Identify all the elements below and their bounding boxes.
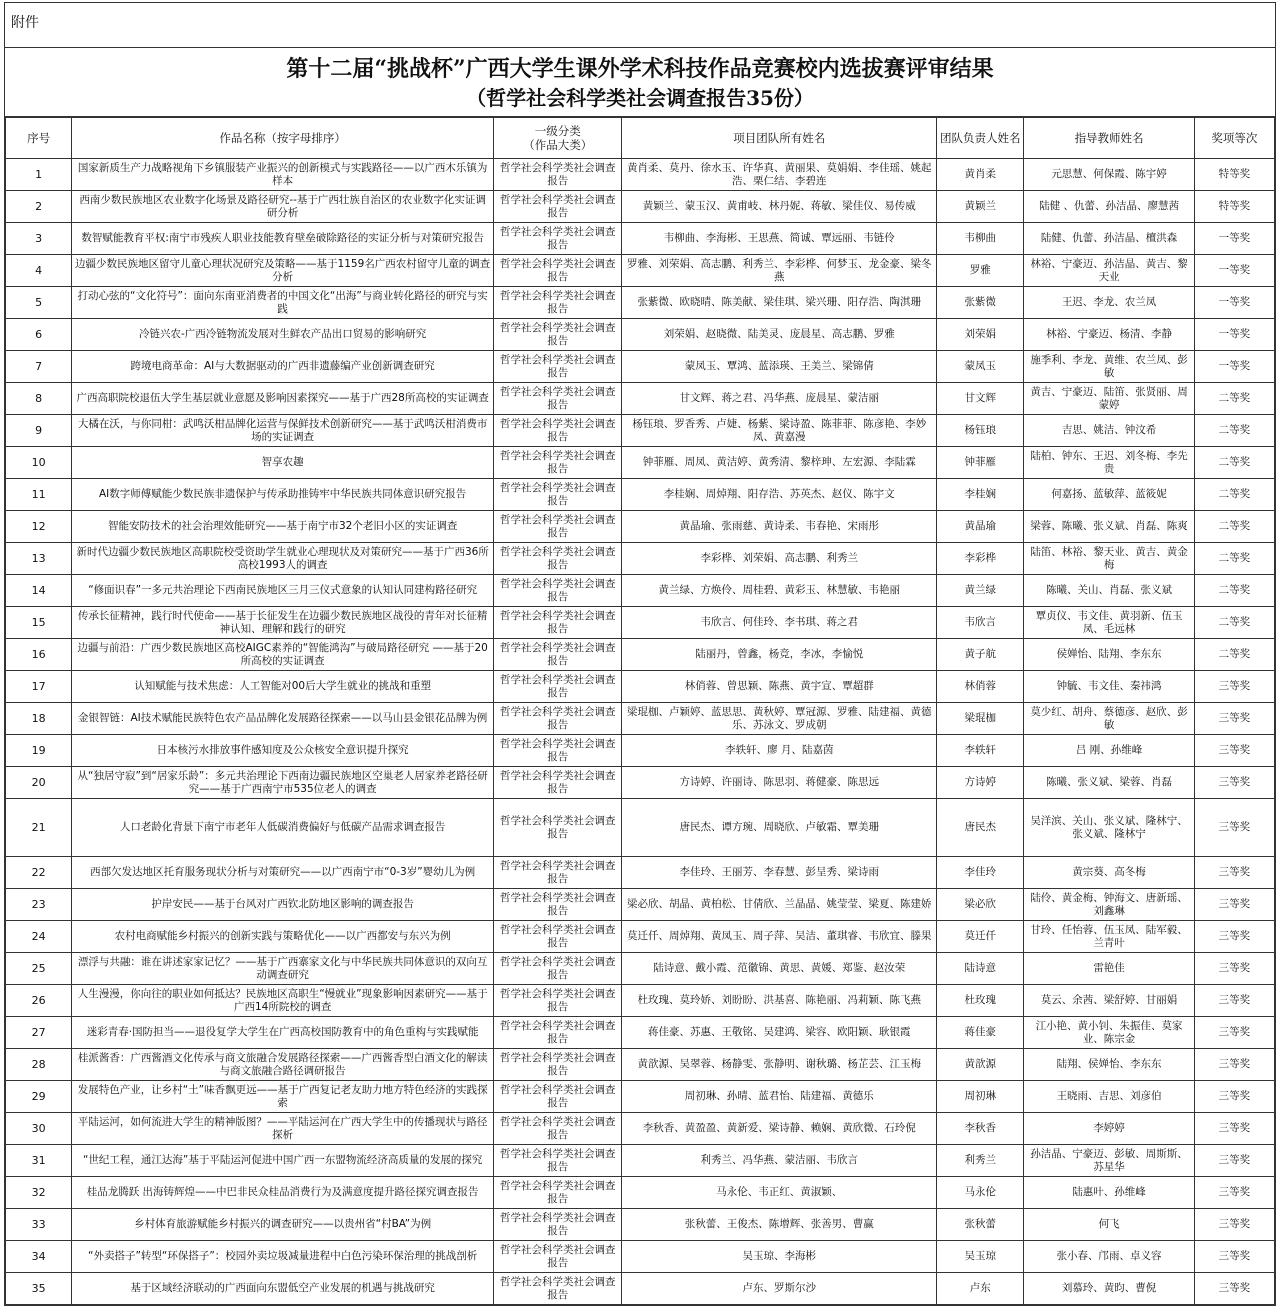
cell-category: 哲学社会科学类社会调查报告 [494,1081,622,1113]
cell-advisor: 刘慕玲、黄昀、曹倪 [1024,1273,1194,1305]
cell-team: 吴玉琼、李海彬 [622,1241,937,1273]
cell-leader: 李轶轩 [937,735,1024,767]
cell-title: 平陆运河，如何流进大学生的精神版图？——平陆运河在广西大学生中的传播现状与路径探析 [72,1113,494,1145]
cell-no: 8 [6,383,72,415]
table-body [6,159,1275,1305]
table-row [6,1017,1275,1049]
cell-category: 哲学社会科学类社会调查报告 [494,575,622,607]
table-row [6,1113,1275,1145]
cell-award: 三等奖 [1194,1273,1274,1305]
cell-title: 智享农趣 [72,447,494,479]
cell-advisor: 陆翔、侯婵怡、李东东 [1024,1049,1194,1081]
cell-advisor: 钟毓、韦文佳、秦祎鸿 [1024,671,1194,703]
cell-award: 二等奖 [1194,479,1274,511]
cell-team: 莫迁仟、周焯翔、黄凤玉、周子萍、吴洁、董琪睿、韦欣宜、滕果 [622,921,937,953]
cell-team: 周初琳、孙晴、蓝君怡、陆建福、黄德乐 [622,1081,937,1113]
attachment-label: 附件 [5,3,1275,48]
cell-advisor: 李婷婷 [1024,1113,1194,1145]
cell-advisor: 莫少红、胡舟、蔡德彦、赵欣、彭敏 [1024,703,1194,735]
page-title: 第十二届“挑战杯”广西大学生课外学术科技作品竞赛校内选拔赛评审结果 [286,56,994,82]
cell-team: 杨钰琅、罗香秀、卢婕、杨紫、梁诗盈、陈菲菲、陈彦艳、李妙凤、黄嘉漫 [622,415,937,447]
cell-no: 5 [6,287,72,319]
header-team: 项目团队所有姓名 [622,118,937,159]
cell-award: 二等奖 [1194,543,1274,575]
header-category: 一级分类 （作品大类） [494,118,622,159]
table-row [6,953,1275,985]
cell-category: 哲学社会科学类社会调查报告 [494,1017,622,1049]
cell-award: 一等奖 [1194,223,1274,255]
cell-title: 西南少数民族地区农业数字化场景及路径研究--基于广西壮族自治区的农业数字化实证调研分析 [72,191,494,223]
cell-advisor: 吴洋滨、关山、张义斌、隆林宁、张义斌、隆林宁 [1024,799,1194,857]
cell-leader: 钟菲雁 [937,447,1024,479]
cell-award: 三等奖 [1194,1017,1274,1049]
cell-category: 哲学社会科学类社会调查报告 [494,1049,622,1081]
cell-team: 黄晶瑜、张雨慈、黄诗柔、韦春艳、宋雨彤 [622,511,937,543]
cell-advisor: 吕 刚、孙维峰 [1024,735,1194,767]
cell-category: 哲学社会科学类社会调查报告 [494,1177,622,1209]
cell-no: 11 [6,479,72,511]
cell-advisor: 覃贞仪、韦文佳、黄羽新、伍玉凤、毛远林 [1024,607,1194,639]
cell-title: 人口老龄化背景下南宁市老年人低碳消费偏好与低碳产品需求调查报告 [72,799,494,857]
cell-title: 乡村体育旅游赋能乡村振兴的调查研究——以贵州省“村BA”为例 [72,1209,494,1241]
cell-title: 金银智链：AI技术赋能民族特色农产品品牌化发展路径探索——以马山县金银花品牌为例 [72,703,494,735]
cell-no: 14 [6,575,72,607]
header-award: 奖项等次 [1194,118,1274,159]
cell-category: 哲学社会科学类社会调查报告 [494,735,622,767]
table-row [6,703,1275,735]
table-row [6,255,1275,287]
cell-leader: 黄子航 [937,639,1024,671]
table-row [6,511,1275,543]
cell-award: 三等奖 [1194,671,1274,703]
cell-title: 国家新质生产力战略视角下乡镇服装产业振兴的创新模式与实践路径——以广西木乐镇为样本 [72,159,494,191]
cell-leader: 张秋蕾 [937,1209,1024,1241]
cell-no: 24 [6,921,72,953]
table-row [6,351,1275,383]
cell-award: 三等奖 [1194,1113,1274,1145]
cell-leader: 莫迁仟 [937,921,1024,953]
cell-team: 李轶轩、廖 月、陆嘉茵 [622,735,937,767]
cell-no: 28 [6,1049,72,1081]
cell-no: 13 [6,543,72,575]
cell-leader: 梁必欣 [937,889,1024,921]
cell-title: “修面识春”一多元共治理论下西南民族地区三月三仪式意象的认知认同建构路径研究 [72,575,494,607]
cell-no: 35 [6,1273,72,1305]
table-row [6,799,1275,857]
table-row [6,1273,1275,1305]
cell-category: 哲学社会科学类社会调查报告 [494,351,622,383]
table-row [6,159,1275,191]
cell-title: 边疆少数民族地区留守儿童心理状况研究及策略——基于1159名广西农村留守儿童的调查分析 [72,255,494,287]
document-page [4,2,1276,1306]
cell-team: 陆诗意、戴小霞、范徽锦、黄思、黄媛、郑鉴、赵汝荣 [622,953,937,985]
cell-team: 唐民杰、谭方琬、周晓欣、卢敏霜、覃美珊 [622,799,937,857]
cell-award: 一等奖 [1194,351,1274,383]
cell-advisor: 陆笛、林裕、黎天业、黄吉、黄金梅 [1024,543,1194,575]
cell-category: 哲学社会科学类社会调查报告 [494,799,622,857]
cell-no: 26 [6,985,72,1017]
table-row [6,1177,1275,1209]
cell-award: 三等奖 [1194,921,1274,953]
cell-no: 33 [6,1209,72,1241]
cell-award: 三等奖 [1194,799,1274,857]
cell-title: 智能安防技术的社会治理效能研究——基于南宁市32个老旧小区的实证调查 [72,511,494,543]
cell-category: 哲学社会科学类社会调查报告 [494,639,622,671]
cell-title: 广西高职院校退伍大学生基层就业意愿及影响因素探究——基于广西28所高校的实证调查 [72,383,494,415]
cell-title: 打动心弦的“文化符号”：面向东南亚消费者的中国文化“出海”与商业转化路径的研究与实践 [72,287,494,319]
cell-leader: 蒙凤玉 [937,351,1024,383]
cell-team: 刘荣娟、赵晓微、陆美灵、庞晨星、高志鹏、罗雅 [622,319,937,351]
cell-category: 哲学社会科学类社会调查报告 [494,703,622,735]
cell-team: 李桂娴、周焯翔、阳存浩、苏英杰、赵仪、陈宇文 [622,479,937,511]
cell-advisor: 陆柏、钟东、王迟、刘冬梅、李先贵 [1024,447,1194,479]
cell-category: 哲学社会科学类社会调查报告 [494,383,622,415]
cell-award: 二等奖 [1194,511,1274,543]
cell-award: 三等奖 [1194,1177,1274,1209]
cell-no: 27 [6,1017,72,1049]
cell-no: 12 [6,511,72,543]
cell-award: 二等奖 [1194,383,1274,415]
cell-category: 哲学社会科学类社会调查报告 [494,447,622,479]
cell-advisor: 黄宗葵、高冬梅 [1024,857,1194,889]
cell-category: 哲学社会科学类社会调查报告 [494,511,622,543]
table-row [6,191,1275,223]
cell-category: 哲学社会科学类社会调查报告 [494,921,622,953]
table-row [6,985,1275,1017]
cell-leader: 韦柳曲 [937,223,1024,255]
cell-no: 17 [6,671,72,703]
table-row [6,1145,1275,1177]
cell-leader: 刘荣娟 [937,319,1024,351]
cell-leader: 周初琳 [937,1081,1024,1113]
cell-category: 哲学社会科学类社会调查报告 [494,1209,622,1241]
cell-title: 边疆与前沿：广西少数民族地区高校AIGC素养的“智能鸿沟”与破局路径研究 ——基于20所高校的实证调查 [72,639,494,671]
cell-leader: 利秀兰 [937,1145,1024,1177]
table-row [6,575,1275,607]
cell-no: 19 [6,735,72,767]
cell-title: 数智赋能教育平权:南宁市残疾人职业技能教育壁垒破除路径的实证分析与对策研究报告 [72,223,494,255]
cell-category: 哲学社会科学类社会调查报告 [494,857,622,889]
cell-team: 蒙凤玉、覃鸿、蓝添瑛、王美兰、梁锦倩 [622,351,937,383]
cell-leader: 李秋香 [937,1113,1024,1145]
table-row [6,639,1275,671]
cell-advisor: 施季利、李龙、黄维、农兰凤、彭敏 [1024,351,1194,383]
cell-award: 三等奖 [1194,735,1274,767]
cell-advisor: 张小春、邝雨、卓义容 [1024,1241,1194,1273]
cell-category: 哲学社会科学类社会调查报告 [494,415,622,447]
cell-no: 30 [6,1113,72,1145]
cell-team: 黄兰绿、方焕伶、周桂碧、黄彩玉、林慧敏、韦艳丽 [622,575,937,607]
cell-team: 李秋香、黄盈盈、黄新爱、梁诗静、赖娴、黄欣微、石玲倪 [622,1113,937,1145]
cell-no: 23 [6,889,72,921]
cell-title: 传承长征精神，践行时代使命——基于长征发生在边疆少数民族地区战役的青年对长征精神认知、理解和践行的研究 [72,607,494,639]
cell-category: 哲学社会科学类社会调查报告 [494,985,622,1017]
cell-team: 杜玫瑰、莫玲娇、刘盼盼、洪基喜、陈艳丽、冯莉颖、陈飞燕 [622,985,937,1017]
cell-leader: 黄肖柔 [937,159,1024,191]
cell-category: 哲学社会科学类社会调查报告 [494,191,622,223]
cell-category: 哲学社会科学类社会调查报告 [494,1145,622,1177]
cell-no: 32 [6,1177,72,1209]
cell-category: 哲学社会科学类社会调查报告 [494,287,622,319]
table-row [6,543,1275,575]
cell-leader: 甘文辉 [937,383,1024,415]
table-row [6,767,1275,799]
cell-no: 18 [6,703,72,735]
cell-award: 一等奖 [1194,319,1274,351]
cell-leader: 马永伦 [937,1177,1024,1209]
cell-team: 韦柳曲、李海彬、王思燕、简诚、覃远丽、韦链伶 [622,223,937,255]
cell-team: 韦欣言、何佳玲、李书琪、蒋之君 [622,607,937,639]
cell-advisor: 甘玲、任怡蓉、伍玉凤、陆军毅、兰青叶 [1024,921,1194,953]
cell-award: 三等奖 [1194,953,1274,985]
cell-leader: 韦欣言 [937,607,1024,639]
cell-title: 从“独居守寂”到“居家乐龄”：多元共治理论下西南边疆民族地区空巢老人居家养老路径研究——基于广西南宁市535位老人的调查 [72,767,494,799]
cell-team: 方诗婷、许丽诗、陈思羽、蒋健豪、陈思远 [622,767,937,799]
cell-no: 9 [6,415,72,447]
cell-title: 大橘在沃，与你同柑：武鸣沃柑品牌化运营与保鲜技术创新研究——基于武鸣沃柑消费市场的实证调查 [72,415,494,447]
cell-category: 哲学社会科学类社会调查报告 [494,767,622,799]
cell-category: 哲学社会科学类社会调查报告 [494,607,622,639]
cell-award: 三等奖 [1194,857,1274,889]
cell-leader: 梁琨枷 [937,703,1024,735]
cell-category: 哲学社会科学类社会调查报告 [494,543,622,575]
cell-team: 张秋蕾、王俊杰、陈增辉、张善男、曹赢 [622,1209,937,1241]
title-block [5,48,1275,117]
cell-title: 西部欠发达地区托育服务现状分析与对策研究——以广西南宁市“0-3岁”婴幼儿为例 [72,857,494,889]
cell-title: 新时代边疆少数民族地区高职院校受资助学生就业心理现状及对策研究——基于广西36所高校1993人的调查 [72,543,494,575]
table-row [6,1209,1275,1241]
cell-no: 2 [6,191,72,223]
cell-team: 黄肖柔、莫丹、徐水玉、许华真、黄丽果、莫娟娟、李佳瑶、姚起浩、栗仁结、李碧连 [622,159,937,191]
cell-award: 三等奖 [1194,1145,1274,1177]
cell-team: 李彩桦、刘荣娟、高志鹏、利秀兰 [622,543,937,575]
cell-leader: 方诗婷 [937,767,1024,799]
cell-no: 6 [6,319,72,351]
cell-title: 护岸安民——基于台风对广西钦北防地区影响的调查报告 [72,889,494,921]
cell-leader: 陆诗意 [937,953,1024,985]
cell-team: 罗雅、刘荣娟、高志鹏、利秀兰、李彩桦、何梦玉、龙金豪、梁冬燕 [622,255,937,287]
cell-category: 哲学社会科学类社会调查报告 [494,1273,622,1305]
cell-award: 三等奖 [1194,703,1274,735]
cell-category: 哲学社会科学类社会调查报告 [494,1113,622,1145]
table-row [6,383,1275,415]
cell-advisor: 王晓雨、吉思、刘彦伯 [1024,1081,1194,1113]
cell-advisor: 林裕、宁豪迈、杨清、李静 [1024,319,1194,351]
table-row [6,319,1275,351]
cell-category: 哲学社会科学类社会调查报告 [494,953,622,985]
cell-award: 二等奖 [1194,575,1274,607]
cell-leader: 蒋佳豪 [937,1017,1024,1049]
cell-award: 三等奖 [1194,1241,1274,1273]
cell-leader: 黄歆源 [937,1049,1024,1081]
cell-title: 认知赋能与技术焦虑：人工智能对00后大学生就业的挑战和重塑 [72,671,494,703]
table-row [6,735,1275,767]
cell-leader: 张紫微 [937,287,1024,319]
cell-leader: 罗雅 [937,255,1024,287]
cell-title: “外卖搭子”转型“环保搭子”：校园外卖垃圾减量进程中白色污染环保治理的挑战剖析 [72,1241,494,1273]
cell-team: 张紫微、欧晓晴、陈美献、梁佳琪、梁兴珊、阳存浩、陶淇珊 [622,287,937,319]
cell-team: 黄颖兰、蒙玉汉、黄甫岐、林丹妮、蒋敏、梁佳仪、易传威 [622,191,937,223]
cell-title: “世纪工程，通江达海”基于平陆运河促进中国广西一东盟物流经济高质量的发展的探究 [72,1145,494,1177]
table-row [6,607,1275,639]
cell-leader: 李彩桦 [937,543,1024,575]
cell-team: 梁必欣、胡晶、黄柏松、甘倩欣、兰晶晶、姚莹莹、梁夏、陈建娇 [622,889,937,921]
cell-advisor: 莫云、余茜、梁舒婷、甘丽娟 [1024,985,1194,1017]
cell-award: 二等奖 [1194,447,1274,479]
cell-leader: 李桂娴 [937,479,1024,511]
cell-award: 三等奖 [1194,985,1274,1017]
cell-advisor: 吉思、姚洁、钟汶希 [1024,415,1194,447]
cell-team: 钟菲雁、周凤、黄洁婷、黄秀清、黎梓珅、左宏源、李陆霖 [622,447,937,479]
cell-team: 蒋佳豪、苏惠、王敬铭、吴建鸿、梁容、欧阳颖、耿银霞 [622,1017,937,1049]
header-title: 作品名称（按字母排序） [72,118,494,159]
cell-advisor: 林裕、宁豪迈、孙洁晶、黄吉、黎天业 [1024,255,1194,287]
cell-leader: 杨钰琅 [937,415,1024,447]
cell-leader: 林俏蓉 [937,671,1024,703]
cell-advisor: 黄吉、宁豪迈、陆笛、张贤丽、周蒙婷 [1024,383,1194,415]
cell-advisor: 孙洁晶、宁豪迈、彭敏、周斯斯、苏星华 [1024,1145,1194,1177]
cell-no: 22 [6,857,72,889]
cell-leader: 黄颖兰 [937,191,1024,223]
cell-advisor: 何嘉扬、蓝敏萍、蓝筱妮 [1024,479,1194,511]
cell-category: 哲学社会科学类社会调查报告 [494,1241,622,1273]
cell-advisor: 元思慧、何保霞、陈宇婷 [1024,159,1194,191]
table-row [6,479,1275,511]
page-subtitle: （哲学社会科学类社会调查报告35份） [466,86,814,110]
table-row [6,671,1275,703]
cell-category: 哲学社会科学类社会调查报告 [494,255,622,287]
cell-title: 发展特色产业，让乡村“土”味香飘更远——基于广西复记老友助力地方特色经济的实践探索 [72,1081,494,1113]
cell-category: 哲学社会科学类社会调查报告 [494,223,622,255]
cell-advisor: 侯婵怡、陆翔、李东东 [1024,639,1194,671]
cell-title: 桂派酱香：广西酱酒文化传承与商文旅融合发展路径探索——广西酱香型白酒文化的解读与商文旅融合路径调研报告 [72,1049,494,1081]
cell-no: 31 [6,1145,72,1177]
cell-advisor: 陆健 、仇蕾、孙洁晶、廖慧茜 [1024,191,1194,223]
cell-no: 3 [6,223,72,255]
header-no: 序号 [6,118,72,159]
cell-award: 二等奖 [1194,415,1274,447]
cell-award: 一等奖 [1194,287,1274,319]
cell-no: 7 [6,351,72,383]
cell-advisor: 江小艳、黄小钊、朱振佳、莫家业、陈宗金 [1024,1017,1194,1049]
cell-leader: 黄兰绿 [937,575,1024,607]
cell-award: 三等奖 [1194,889,1274,921]
cell-no: 34 [6,1241,72,1273]
table-row [6,223,1275,255]
cell-category: 哲学社会科学类社会调查报告 [494,159,622,191]
cell-award: 一等奖 [1194,255,1274,287]
cell-advisor: 何飞 [1024,1209,1194,1241]
cell-title: 冷链兴农-广西冷链物流发展对生鲜农产品出口贸易的影响研究 [72,319,494,351]
cell-leader: 唐民杰 [937,799,1024,857]
cell-team: 利秀兰、冯华燕、蒙洁丽、韦欣言 [622,1145,937,1177]
cell-team: 马永伦、韦正红、黄淑颖、 [622,1177,937,1209]
cell-title: 人生漫漫，你向往的职业如何抵达？民族地区高职生“慢就业”现象影响因素研究——基于广西14所院校的调查 [72,985,494,1017]
cell-no: 25 [6,953,72,985]
cell-no: 10 [6,447,72,479]
cell-title: 基于区域经济联动的广西面向东盟低空产业发展的机遇与挑战研究 [72,1273,494,1305]
cell-advisor: 雷艳佳 [1024,953,1194,985]
cell-category: 哲学社会科学类社会调查报告 [494,671,622,703]
cell-advisor: 陆健、仇蕾、孙洁晶、檀洪森 [1024,223,1194,255]
cell-title: 迷彩青春·国防担当——退役复学大学生在广西高校国防教育中的角色重构与实践赋能 [72,1017,494,1049]
cell-advisor: 陆惠叶、孙维峰 [1024,1177,1194,1209]
cell-advisor: 陈曦、张义斌、梁蓉、肖磊 [1024,767,1194,799]
table-row [6,1081,1275,1113]
table-row [6,1049,1275,1081]
cell-advisor: 陈曦、关山、肖磊、张义斌 [1024,575,1194,607]
cell-leader: 李佳玲 [937,857,1024,889]
cell-team: 林俏蓉、曾思颖、陈燕、黄宇宣、覃超群 [622,671,937,703]
cell-team: 黄歆源、吴翠蓉、杨静雯、张静明、谢秋璐、杨芷芸、江玉梅 [622,1049,937,1081]
cell-no: 16 [6,639,72,671]
cell-advisor: 王迟、李龙、农兰凤 [1024,287,1194,319]
cell-team: 梁琨枷、卢颖婷、蓝思思、黄秋婷、覃冠源、罗雅、陆建福、黄德乐、苏泳文、罗成朝 [622,703,937,735]
table-row [6,889,1275,921]
table-row [6,447,1275,479]
cell-title: 跨境电商革命：AI与大数据驱动的广西非遗藤编产业创新调查研究 [72,351,494,383]
cell-no: 21 [6,799,72,857]
cell-award: 二等奖 [1194,639,1274,671]
cell-no: 4 [6,255,72,287]
cell-no: 29 [6,1081,72,1113]
cell-team: 甘文辉、蒋之君、冯华燕、庞晨星、蒙洁丽 [622,383,937,415]
cell-title: 漂浮与共融：谁在讲述家家记忆？——基于广西寨家文化与中华民族共同体意识的双向互动调查研究 [72,953,494,985]
header-advisor: 指导教师姓名 [1024,118,1194,159]
cell-award: 三等奖 [1194,1081,1274,1113]
table-header-row [6,118,1275,159]
cell-award: 特等奖 [1194,191,1274,223]
table-row [6,415,1275,447]
table-row [6,921,1275,953]
cell-award: 三等奖 [1194,1049,1274,1081]
cell-award: 三等奖 [1194,1209,1274,1241]
cell-award: 特等奖 [1194,159,1274,191]
cell-no: 15 [6,607,72,639]
table-row [6,857,1275,889]
cell-category: 哲学社会科学类社会调查报告 [494,479,622,511]
cell-team: 卢东、罗斯尔沙 [622,1273,937,1305]
cell-leader: 吴玉琼 [937,1241,1024,1273]
cell-team: 陆丽丹，曾鑫，杨竞，李冰，李愉悦 [622,639,937,671]
results-table [5,117,1275,1305]
cell-title: AI数字师傅赋能少数民族非遗保护与传承助推铸牢中华民族共同体意识研究报告 [72,479,494,511]
cell-advisor: 陆伶、黄金梅、钟海文、唐新瑶、刘鑫琳 [1024,889,1194,921]
cell-leader: 卢东 [937,1273,1024,1305]
header-leader: 团队负责人姓名 [937,118,1024,159]
cell-team: 李佳玲、王丽芳、李春慧、彭呈秀、梁诗雨 [622,857,937,889]
cell-title: 日本核污水排放事件感知度及公众核安全意识提升探究 [72,735,494,767]
cell-title: 农村电商赋能乡村振兴的创新实践与策略优化——以广西都安与东兴为例 [72,921,494,953]
cell-award: 三等奖 [1194,767,1274,799]
cell-leader: 黄晶瑜 [937,511,1024,543]
cell-category: 哲学社会科学类社会调查报告 [494,319,622,351]
table-row [6,287,1275,319]
cell-no: 20 [6,767,72,799]
cell-award: 二等奖 [1194,607,1274,639]
cell-advisor: 梁蓉、陈曦、张义斌、肖磊、陈爽 [1024,511,1194,543]
cell-no: 1 [6,159,72,191]
table-row [6,1241,1275,1273]
cell-leader: 杜玫瑰 [937,985,1024,1017]
cell-category: 哲学社会科学类社会调查报告 [494,889,622,921]
cell-title: 桂品龙腾跃 出海铸辉煌——中巴非民众桂品消费行为及满意度提升路径探究调查报告 [72,1177,494,1209]
